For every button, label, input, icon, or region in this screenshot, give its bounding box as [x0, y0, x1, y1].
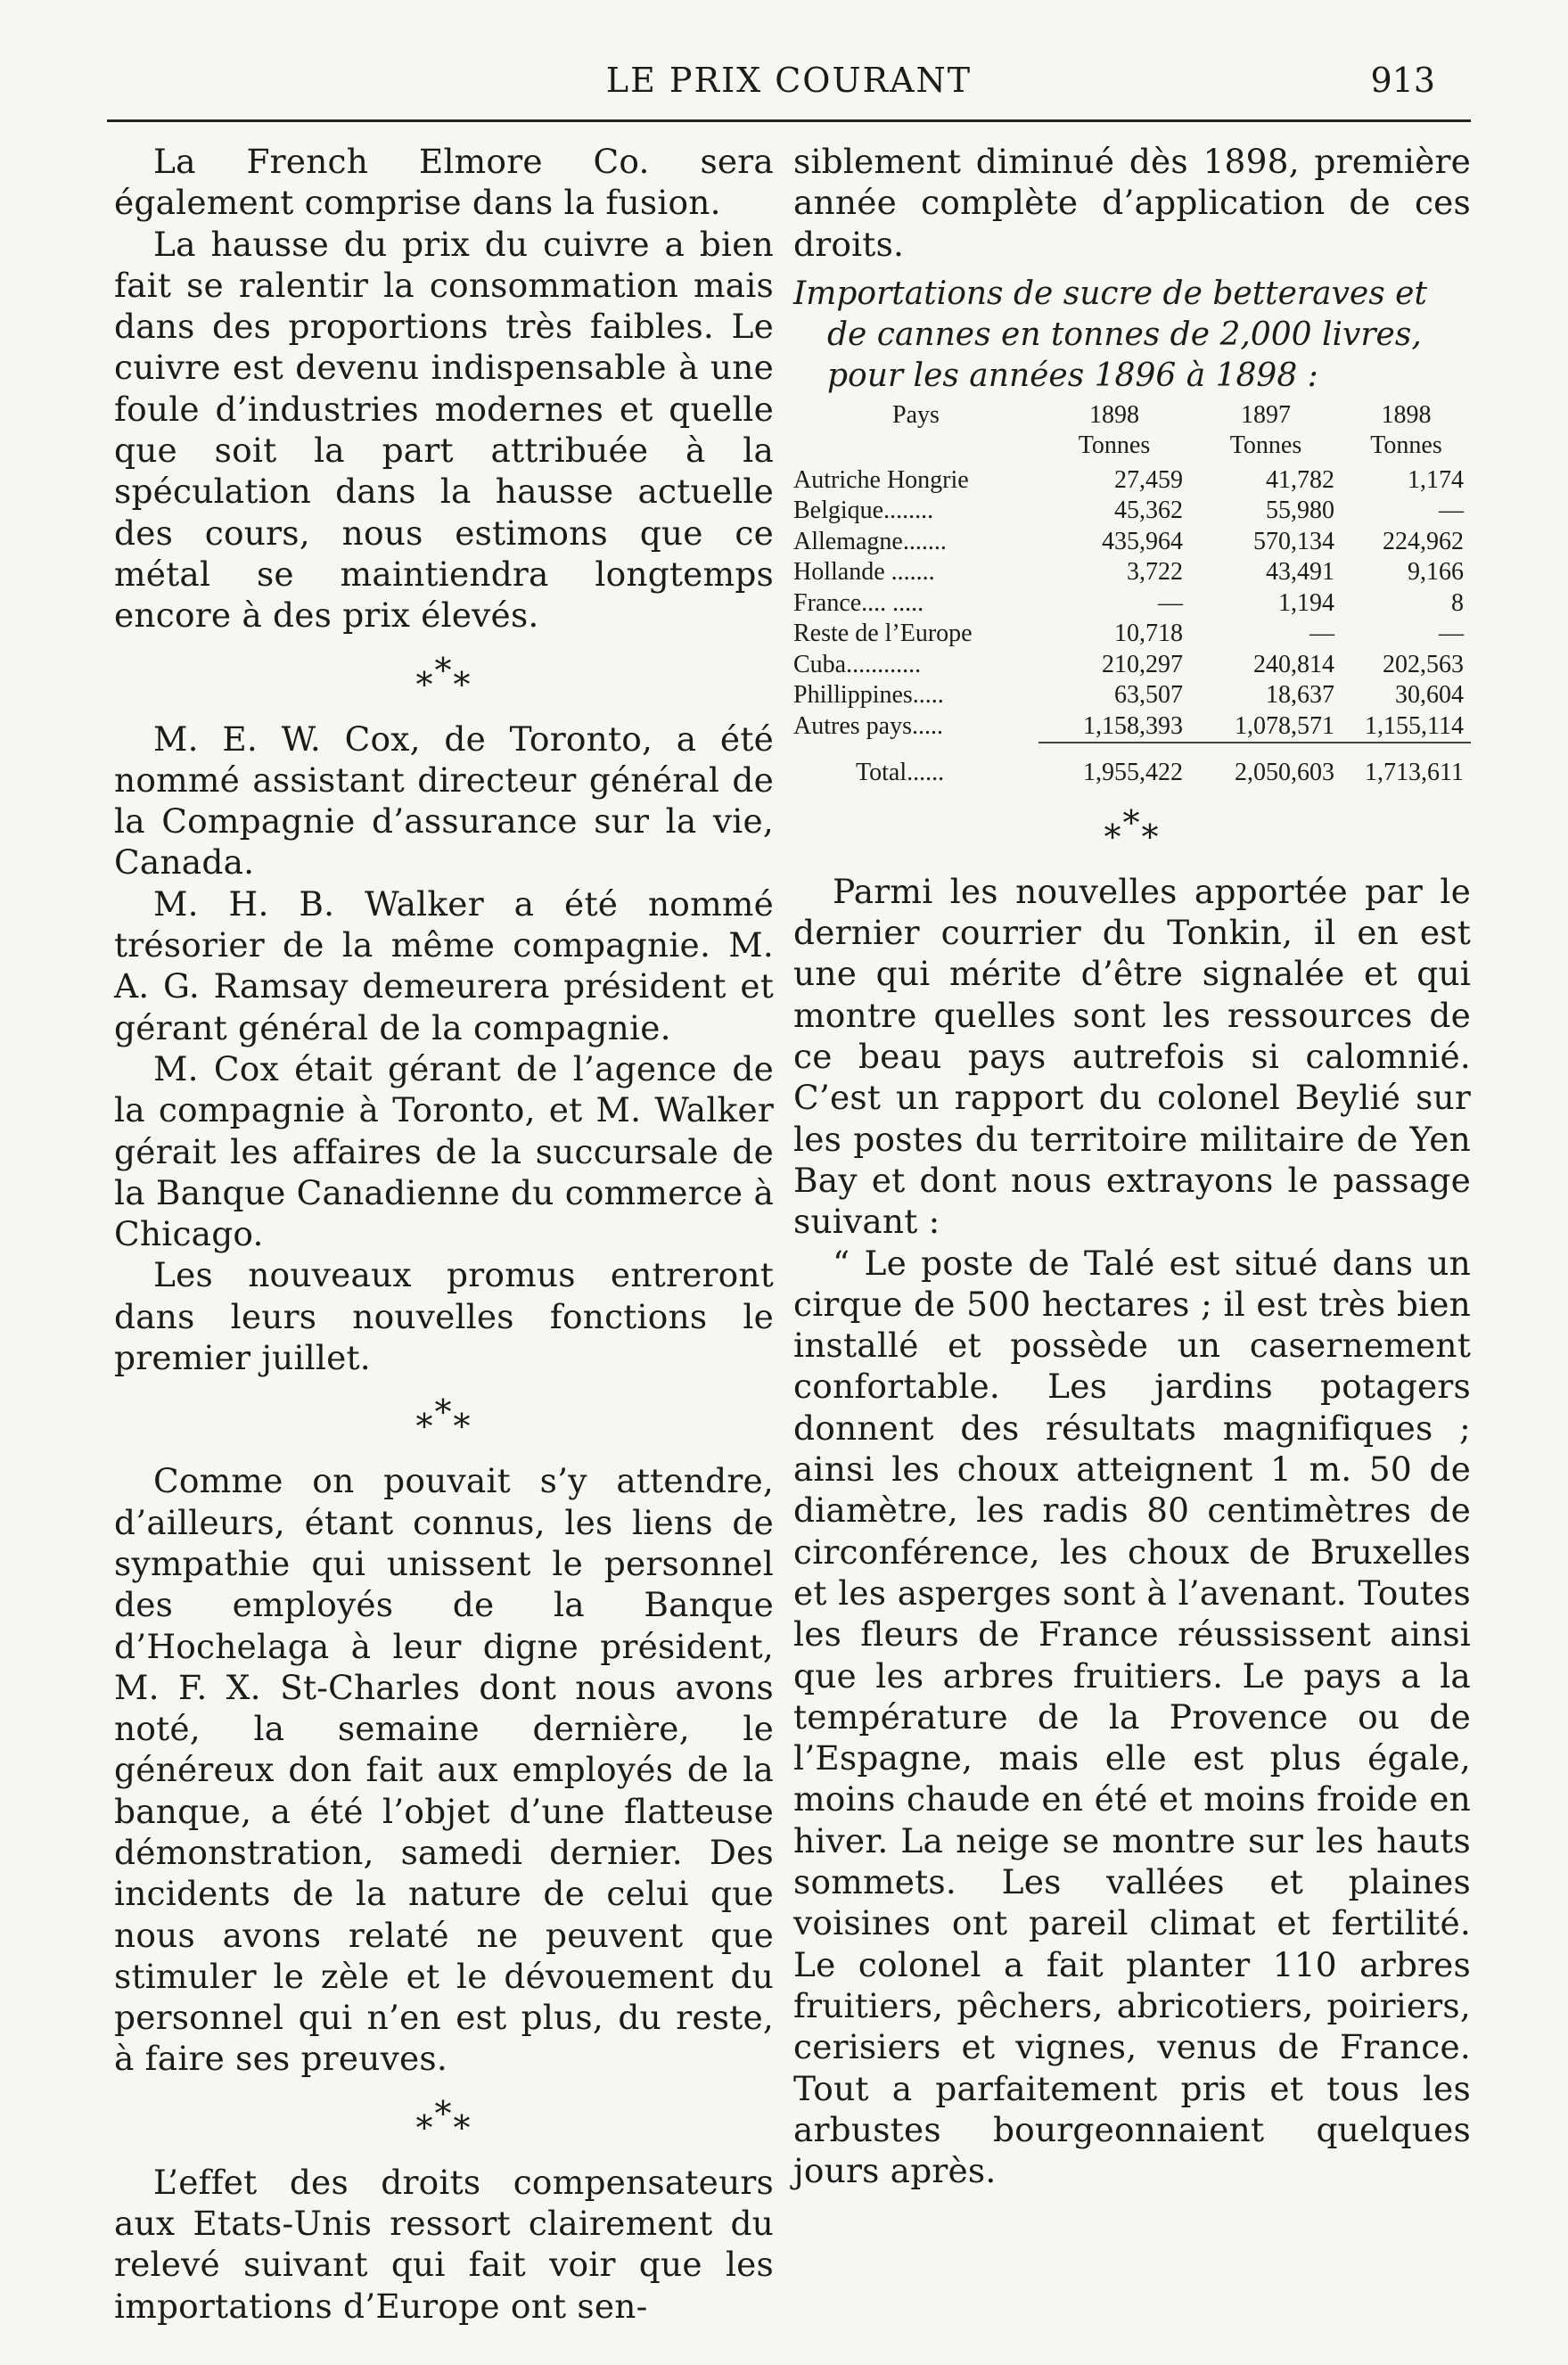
total-cell: 2,050,603	[1235, 759, 1334, 787]
paragraph: M. E. W. Cox, de Toronto, a été nommé assistant directeur général de la Compagnie d’assurance sur la vie, Canada.	[114, 719, 774, 883]
section-separator: ***	[415, 1392, 472, 1447]
table-row	[793, 619, 1471, 650]
value-cell: 570,134	[1253, 527, 1334, 555]
value-cell: 435,964	[1102, 527, 1183, 555]
total-label: Total......	[856, 759, 945, 787]
country-cell: Allemagne.......	[793, 527, 947, 555]
value-cell: 9,166	[1408, 558, 1464, 587]
unit-label: Tonnes	[1229, 431, 1302, 460]
value-cell: —	[1439, 620, 1464, 648]
country-cell: Hollande .......	[793, 558, 935, 587]
table-title-line: de cannes en tonnes de 2,000 livres,	[827, 316, 1422, 353]
value-cell: 1,155,114	[1365, 711, 1464, 740]
value-cell: —	[1439, 497, 1464, 525]
table-header-row	[793, 400, 1471, 431]
table-title-line: Importations de sucre de betteraves et	[793, 275, 1427, 312]
total-cell: 1,713,611	[1365, 759, 1464, 787]
country-cell: France.... .....	[793, 588, 924, 617]
unit-label: Tonnes	[1078, 431, 1151, 460]
country-cell: Autriche Hongrie	[793, 465, 969, 494]
quoted-paragraph: “ Le poste de Talé est situé dans un cirque de 500 hectares ; il est très bien installé et possède un casernement confortable. Les jardins potagers donnent des résultats magnifiques ; ainsi les choux atteignent 1 m. 50 de diamètre, les radis 80 centimètres de circonférence, les choux de Bruxelles et les asperges sont à l’avenant. Toutes les fleurs de France réussissent ainsi que les arbres fruitiers. Le pays a la température de la Provence ou de l’Espagne, mais elle est plus égale, moins chaude en été et moins froide en hiver. La neige se montre sur les hauts sommets. Les vallées et plaines voisines ont pareil climat et fertilité. Le colonel a fait planter 110 arbres fruitiers, pêchers, abricotiers, poiriers, cerisiers et vignes, venus de France. Tout a parfaitement pris et tous les arbustes bourgeonnaient quelques jours après.	[793, 1243, 1471, 2191]
value-cell: 18,637	[1266, 681, 1334, 710]
paragraph: Les nouveaux promus entreront dans leurs nouvelles fonctions le premier juillet.	[114, 1255, 774, 1378]
column-header: 1898	[1381, 400, 1432, 429]
value-cell: 202,563	[1383, 650, 1464, 678]
table-row	[793, 711, 1471, 743]
country-cell: Phillippines.....	[793, 681, 944, 710]
value-cell: 224,962	[1383, 527, 1464, 555]
country-cell: Autres pays.....	[793, 712, 943, 741]
left-column	[114, 141, 774, 2327]
value-cell: 3,722	[1127, 558, 1183, 587]
value-cell: 41,782	[1266, 465, 1334, 494]
total-cell: 1,955,422	[1083, 759, 1183, 787]
column-header: 1897	[1241, 400, 1291, 429]
table-row	[793, 527, 1471, 558]
paragraph: Comme on pouvait s’y attendre, d’ailleurs, étant connus, les liens de sympathie qui unissent le personnel des employés de la Banque d’Hochelaga à leur digne président, M. F. X. St-Charles dont nous avons noté, la semaine dernière, le généreux don fait aux employés de la banque, a été l’objet d’une flatteuse démonstration, samedi dernier. Des incidents de la nature de celui que nous avons relaté ne peuvent que stimuler le zèle et le dévouement du personnel qui n’en est plus, du reste, à faire ses preuves.	[114, 1461, 774, 2079]
section-separator: ***	[1104, 802, 1161, 857]
table-row	[793, 588, 1471, 620]
country-cell: Reste de l’Europe	[793, 620, 973, 648]
country-cell: Cuba............	[793, 650, 922, 678]
right-column	[793, 141, 1471, 2191]
value-cell: 210,297	[1102, 650, 1183, 678]
page-number: 913	[1370, 61, 1435, 100]
value-cell: 30,604	[1395, 681, 1464, 710]
paragraph: Parmi les nouvelles apportée par le dernier courrier du Tonkin, il en est une qui mérite d’être signalée et qui montre quelles sont les ressources de ce beau pays autrefois si calomnié. C’est un rapport du colonel Beylié sur les postes du territoire militaire de Yen Bay et dont nous extrayons le passage suivant :	[793, 871, 1471, 1242]
section-separator: ***	[415, 2093, 472, 2147]
country-cell: Belgique........	[793, 497, 934, 525]
value-cell: 55,980	[1266, 497, 1334, 525]
table-row	[793, 465, 1471, 497]
value-cell: 45,362	[1114, 497, 1183, 525]
table-row	[793, 650, 1471, 681]
header-rule	[107, 119, 1471, 122]
column-header: 1898	[1089, 400, 1139, 429]
paragraph: La hausse du prix du cuivre a bien fait se ralentir la consommation mais dans des proportions très faibles. Le cuivre est devenu indispensable à une foule d’industries modernes et quelle que soit la part attribuée à la spéculation dans la hausse actuelle des cours, nous estimons que ce métal se maintiendra longtemps encore à des prix élevés.	[114, 224, 774, 636]
table-title	[793, 274, 1471, 397]
value-cell: 1,078,571	[1235, 711, 1334, 740]
value-cell: —	[1158, 588, 1183, 617]
value-cell: 1,158,393	[1083, 711, 1183, 740]
table-row	[793, 557, 1471, 588]
section-separator: ***	[415, 650, 472, 704]
table-units-row	[793, 431, 1471, 465]
value-cell: 63,507	[1114, 681, 1183, 710]
value-cell: —	[1309, 620, 1334, 648]
paragraph: La French Elmore Co. sera également comprise dans la fusion.	[114, 142, 774, 223]
value-cell: 43,491	[1266, 558, 1334, 587]
page-header	[107, 61, 1471, 105]
value-cell: 240,814	[1253, 650, 1334, 678]
table-title-line: pour les années 1896 à 1898 :	[827, 357, 1318, 394]
table-row	[793, 496, 1471, 527]
value-cell: 1,174	[1408, 465, 1464, 494]
table-total-row	[793, 743, 1471, 789]
unit-label	[793, 431, 1038, 465]
value-cell: 1,194	[1278, 588, 1334, 617]
paragraph-continuation: siblement diminué dès 1898, première année complète d’application de ces droits.	[793, 142, 1471, 264]
value-cell: 8	[1451, 588, 1464, 617]
value-cell: 10,718	[1114, 620, 1183, 648]
imports-table	[793, 400, 1471, 789]
publication-title: LE PRIX COURANT	[605, 61, 973, 100]
column-header: Pays	[892, 400, 940, 429]
unit-label: Tonnes	[1370, 431, 1442, 460]
paragraph: M. H. B. Walker a été nommé trésorier de la même compagnie. M. A. G. Ramsay demeurera président et gérant général de la compagnie.	[114, 883, 774, 1047]
value-cell: 27,459	[1114, 465, 1183, 494]
paragraph: M. Cox était gérant de l’agence de la compagnie à Toronto, et M. Walker gérait les affaires de la succursale de la Banque Canadienne du commerce à Chicago.	[114, 1048, 774, 1254]
paragraph: L’effet des droits compensateurs aux Etats-Unis ressort clairement du relevé suivant qui fait voir que les importations d’Europe ont sen-	[114, 2162, 774, 2326]
table-row	[793, 680, 1471, 711]
